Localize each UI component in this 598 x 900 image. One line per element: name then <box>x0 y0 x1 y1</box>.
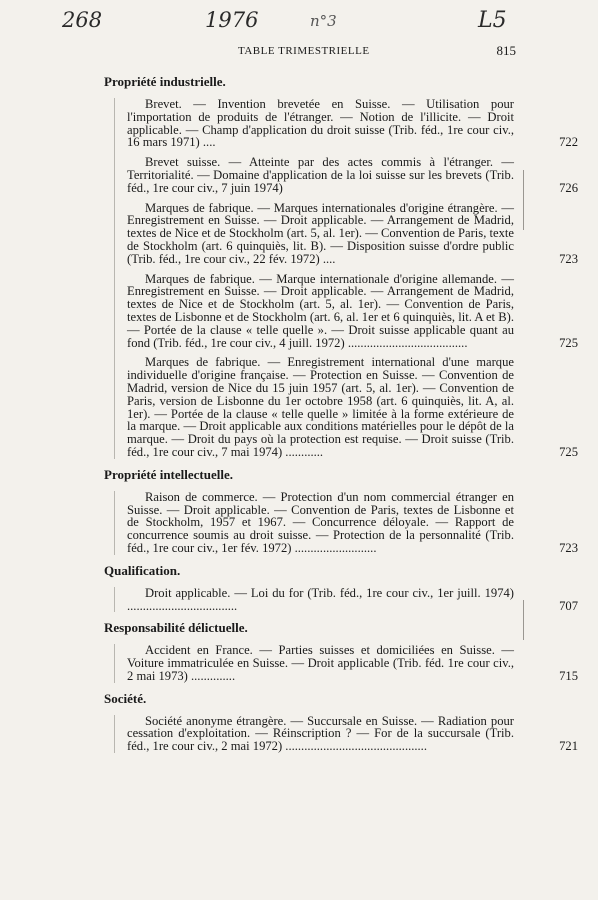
entry-page-number: 725 <box>559 335 578 350</box>
index-entry <box>127 97 578 150</box>
entry-text: Brevet. — Invention brevetée en Suisse. — Utilisation pour l'importation de produits de l'étranger. — Notion de l'illicite. — Droit applicable. — Champ d'application du droit suisse (Trib. féd., 1re cour civ., 16 mars 1971) .... <box>127 97 514 150</box>
entry-text: Marques de fabrique. — Marque internationale d'origine allemande. — Enregistrement en Suisse. — Droit applicable. — Arrangement de Madrid, textes de Nice et de Stockholm (art. 5, al. 1er). — Convention de Paris, textes de Lisbonne et de Stockholm (art. 6, al. 1er et 6 quinquiès, lit. A et B). — Portée de la clause « telle quelle ». — Droit suisse applicable quant au fond (Trib. féd., 1re cour civ., 4 juill. 1972) ...................................... <box>127 271 514 350</box>
handwritten-note-d: L5 <box>478 8 507 33</box>
entry-page-number: 715 <box>559 668 578 683</box>
section-entries <box>114 489 578 555</box>
entry-text: Droit applicable. — Loi du for (Trib. féd., 1re cour civ., 1er juill. 1974) ................................... <box>127 585 514 613</box>
entry-page-number: 723 <box>559 540 578 555</box>
section-title: Responsabilité délictuelle. <box>104 620 248 636</box>
handwritten-note-c: n°3 <box>310 12 337 30</box>
index-entry <box>127 271 578 350</box>
entry-text: Marques de fabrique. — Enregistrement international d'une marque individuelle d'origine française. — Protection en Suisse. — Convention de Madrid, version de Nice du 15 juin 1957 (art. 5, al. 1er). — Convention de Paris, version de Lisbonne du 1er octobre 1958 (art. 6 quinquiès, lit. A, al. 1er). — Portée de la clause « telle quelle » limitée à la forme extérieure de la marque. — Droit applicable aux conditions matérielles pour le dépôt de la marque. — Droit du pays où la protection est requise. — Droit suisse (Trib. féd., 1re cour civ., 7 mai 1974) ............ <box>127 355 514 459</box>
index-entry <box>127 643 578 683</box>
scratch-mark-1 <box>523 170 524 230</box>
section-entries <box>114 643 578 683</box>
handwritten-note-b: 1976 <box>205 8 259 32</box>
entry-page-number: 723 <box>559 251 578 266</box>
section-title: Propriété industrielle. <box>104 74 226 89</box>
entry-page-number: 722 <box>559 135 578 150</box>
index-entry <box>127 155 578 195</box>
section-entries <box>114 585 578 613</box>
section-title: Société. <box>104 690 147 706</box>
scratch-mark-2 <box>523 600 524 640</box>
entry-text: Société anonyme étrangère. — Succursale en Suisse. — Radiation pour cessation d'exploitation. — Réinscription ? — For de la succursale (Trib. féd., 1re cour civ., 2 mai 1972) ............................................. <box>127 713 514 754</box>
entry-page-number: 721 <box>559 739 578 754</box>
index-content <box>104 74 578 761</box>
index-entry <box>127 200 578 266</box>
section-title: Propriété intellectuelle. <box>104 466 233 482</box>
section-entries <box>114 97 578 459</box>
running-title: TABLE TRIMESTRIELLE <box>238 45 370 57</box>
index-entry <box>127 713 578 754</box>
index-entry <box>127 489 578 555</box>
entry-text: Brevet suisse. — Atteinte par des actes commis à l'étranger. — Territorialité. — Domaine d'application de la loi suisse sur les brevets (Trib. féd., 1re cour civ., 7 juin 1974) <box>127 155 514 195</box>
section-title: Qualification. <box>104 562 181 578</box>
page-number: 815 <box>496 43 516 58</box>
entry-text: Marques de fabrique. — Marques internationales d'origine étrangère. — Enregistrement en Suisse. — Droit applicable. — Arrangement de Madrid, textes de Nice et de Stockholm (art. 5, al. 1er). — Convention de Paris, texte de Stockholm (art. 6 quinquiès, lit. B). — Disposition suisse d'ordre public (Trib. féd., 1re cour civ., 22 fév. 1972) .... <box>127 200 514 266</box>
entry-page-number: 726 <box>559 180 578 195</box>
section-entries <box>114 713 578 754</box>
index-entry <box>127 355 578 459</box>
index-entry <box>127 585 578 613</box>
handwritten-note-a: 268 <box>62 8 103 32</box>
entry-text: Raison de commerce. — Protection d'un nom commercial étranger en Suisse. — Droit applicable. — Convention de Paris, textes de Lisbonne et de Stockholm, 1957 et 1967. — Concurrence déloyale. — Rapport de concurrence soumis au droit suisse. — Protection de la personnalité (Trib. féd., 1re cour civ., 1er fév. 1972) .......................... <box>127 489 514 555</box>
entry-page-number: 725 <box>559 444 578 459</box>
entry-text: Accident en France. — Parties suisses et domiciliées en Suisse. — Voiture immatriculée en Suisse. — Droit applicable (Trib. féd. 1re cour civ., 2 mai 1973) .............. <box>127 643 514 683</box>
entry-page-number: 707 <box>559 598 578 613</box>
